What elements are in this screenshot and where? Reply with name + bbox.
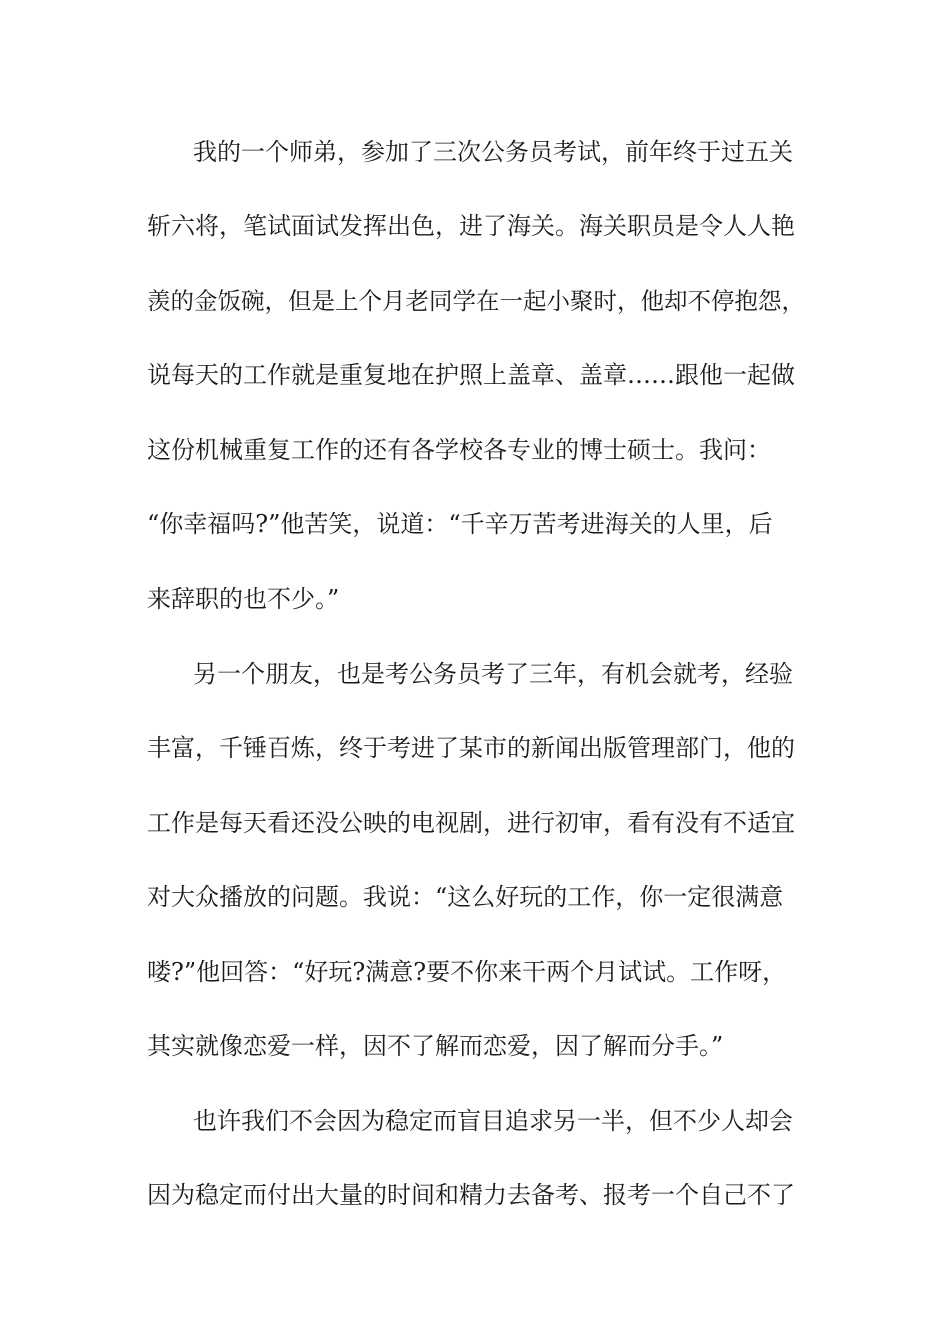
paragraph-3-line-2: 因为稳定而付出大量的时间和精力去备考、报考一个自己不了 <box>147 1181 795 1209</box>
paragraph-3-line-1: 也许我们不会因为稳定而盲目追求另一半，但不少人却会 <box>193 1107 793 1135</box>
paragraph-2-line-3: 工作是每天看还没公映的电视剧，进行初审，看有没有不适宜 <box>147 809 795 837</box>
paragraph-2-line-1: 另一个朋友，也是考公务员考了三年，有机会就考，经验 <box>193 660 793 688</box>
paragraph-1-line-3: 羡的金饭碗，但是上个月老同学在一起小聚时，他却不停抱怨， <box>147 287 805 315</box>
paragraph-2-line-5: 喽?”他回答：“好玩?满意?要不你来干两个月试试。工作呀， <box>147 958 787 986</box>
paragraph-1-line-2: 斩六将，笔试面试发挥出色，进了海关。海关职员是令人人艳 <box>147 212 795 240</box>
paragraph-1-line-4: 说每天的工作就是重复地在护照上盖章、盖章……跟他一起做 <box>147 361 795 389</box>
paragraph-2-line-6: 其实就像恋爱一样，因不了解而恋爱，因了解而分手。” <box>147 1032 724 1060</box>
paragraph-2-line-4: 对大众播放的问题。我说：“这么好玩的工作，你一定很满意 <box>147 883 784 911</box>
paragraph-2-line-2: 丰富，千锤百炼，终于考进了某市的新闻出版管理部门，他的 <box>147 734 795 762</box>
paragraph-1-line-6: “你幸福吗?”他苦笑，说道：“千辛万苦考进海关的人里，后 <box>147 510 773 538</box>
paragraph-1-line-1: 我的一个师弟，参加了三次公务员考试，前年终于过五关 <box>193 138 793 166</box>
paragraph-1-line-7: 来辞职的也不少。” <box>147 585 340 613</box>
paragraph-1-line-5: 这份机械重复工作的还有各学校各专业的博士硕士。我问： <box>147 436 771 464</box>
